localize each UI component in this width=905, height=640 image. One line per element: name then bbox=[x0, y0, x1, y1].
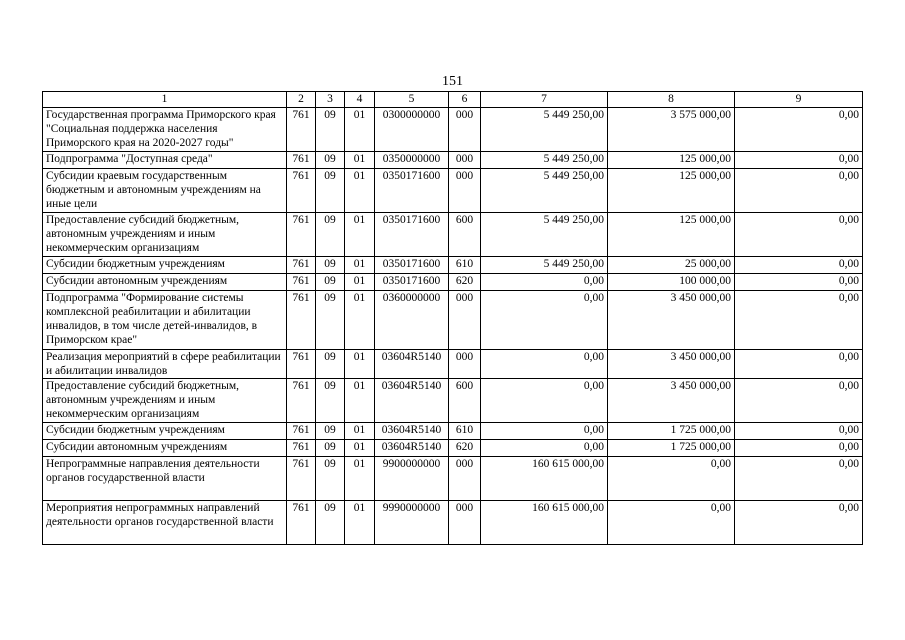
cell-amount-col9: 0,00 bbox=[735, 274, 863, 291]
column-header-9: 9 bbox=[735, 92, 863, 108]
cell-amount-col9: 0,00 bbox=[735, 350, 863, 379]
cell-col6: 000 bbox=[449, 501, 481, 545]
column-header-7: 7 bbox=[481, 92, 608, 108]
row-name: Непрограммные направления деятельности органов государственной власти bbox=[43, 457, 287, 501]
cell-amount-col7: 0,00 bbox=[481, 379, 608, 423]
cell-col3: 09 bbox=[316, 213, 345, 257]
cell-col3: 09 bbox=[316, 291, 345, 350]
cell-col2: 761 bbox=[287, 440, 316, 457]
cell-amount-col7: 0,00 bbox=[481, 350, 608, 379]
table-row bbox=[43, 108, 863, 152]
row-name: Субсидии автономным учреждениям bbox=[43, 440, 287, 457]
row-name: Мероприятия непрограммных направлений деятельности органов государственной власти bbox=[43, 501, 287, 545]
cell-col4: 01 bbox=[345, 213, 375, 257]
cell-col6: 000 bbox=[449, 108, 481, 152]
cell-col2: 761 bbox=[287, 457, 316, 501]
cell-amount-col8: 3 575 000,00 bbox=[608, 108, 735, 152]
cell-col2: 761 bbox=[287, 169, 316, 213]
cell-col4: 01 bbox=[345, 379, 375, 423]
table-row bbox=[43, 440, 863, 457]
cell-col4: 01 bbox=[345, 440, 375, 457]
cell-col5: 03604R5140 bbox=[375, 350, 449, 379]
column-header-4: 4 bbox=[345, 92, 375, 108]
cell-col5: 03604R5140 bbox=[375, 423, 449, 440]
cell-amount-col7: 160 615 000,00 bbox=[481, 501, 608, 545]
cell-col5: 0350171600 bbox=[375, 257, 449, 274]
cell-col4: 01 bbox=[345, 274, 375, 291]
cell-col5: 03604R5140 bbox=[375, 379, 449, 423]
cell-col4: 01 bbox=[345, 152, 375, 169]
cell-col4: 01 bbox=[345, 457, 375, 501]
cell-col6: 620 bbox=[449, 274, 481, 291]
table-row bbox=[43, 501, 863, 545]
cell-col4: 01 bbox=[345, 501, 375, 545]
column-header-5: 5 bbox=[375, 92, 449, 108]
cell-col2: 761 bbox=[287, 379, 316, 423]
cell-col4: 01 bbox=[345, 350, 375, 379]
cell-amount-col7: 0,00 bbox=[481, 423, 608, 440]
row-name: Субсидии бюджетным учреждениям bbox=[43, 257, 287, 274]
cell-col6: 620 bbox=[449, 440, 481, 457]
cell-col3: 09 bbox=[316, 501, 345, 545]
cell-amount-col9: 0,00 bbox=[735, 501, 863, 545]
table-header-row bbox=[43, 92, 863, 108]
budget-table bbox=[42, 91, 863, 545]
cell-amount-col7: 0,00 bbox=[481, 274, 608, 291]
cell-col4: 01 bbox=[345, 291, 375, 350]
cell-amount-col8: 1 725 000,00 bbox=[608, 423, 735, 440]
cell-amount-col7: 0,00 bbox=[481, 440, 608, 457]
table-row bbox=[43, 457, 863, 501]
cell-col5: 0350171600 bbox=[375, 213, 449, 257]
cell-amount-col8: 0,00 bbox=[608, 501, 735, 545]
cell-col2: 761 bbox=[287, 257, 316, 274]
cell-amount-col8: 1 725 000,00 bbox=[608, 440, 735, 457]
cell-col6: 000 bbox=[449, 350, 481, 379]
cell-amount-col7: 160 615 000,00 bbox=[481, 457, 608, 501]
cell-col5: 9900000000 bbox=[375, 457, 449, 501]
page-number: 151 bbox=[442, 74, 463, 89]
cell-amount-col9: 0,00 bbox=[735, 108, 863, 152]
cell-col3: 09 bbox=[316, 152, 345, 169]
cell-col4: 01 bbox=[345, 108, 375, 152]
cell-col3: 09 bbox=[316, 350, 345, 379]
cell-amount-col7: 5 449 250,00 bbox=[481, 108, 608, 152]
table-row bbox=[43, 350, 863, 379]
cell-col3: 09 bbox=[316, 274, 345, 291]
row-name: Реализация мероприятий в сфере реабилитации и абилитации инвалидов bbox=[43, 350, 287, 379]
row-name: Подпрограмма "Доступная среда" bbox=[43, 152, 287, 169]
cell-amount-col9: 0,00 bbox=[735, 213, 863, 257]
cell-amount-col9: 0,00 bbox=[735, 423, 863, 440]
cell-amount-col8: 125 000,00 bbox=[608, 152, 735, 169]
cell-col3: 09 bbox=[316, 457, 345, 501]
table-row bbox=[43, 291, 863, 350]
cell-col5: 0350171600 bbox=[375, 274, 449, 291]
row-name: Подпрограмма "Формирование системы комплексной реабилитации и абилитации инвалидов, в том числе детей-инвалидов, в Приморском крае" bbox=[43, 291, 287, 350]
cell-col2: 761 bbox=[287, 291, 316, 350]
cell-amount-col9: 0,00 bbox=[735, 257, 863, 274]
cell-amount-col9: 0,00 bbox=[735, 169, 863, 213]
column-header-1: 1 bbox=[43, 92, 287, 108]
cell-amount-col7: 5 449 250,00 bbox=[481, 169, 608, 213]
cell-amount-col8: 125 000,00 bbox=[608, 169, 735, 213]
cell-amount-col7: 5 449 250,00 bbox=[481, 257, 608, 274]
cell-amount-col8: 3 450 000,00 bbox=[608, 379, 735, 423]
table-row bbox=[43, 152, 863, 169]
column-header-8: 8 bbox=[608, 92, 735, 108]
cell-amount-col8: 0,00 bbox=[608, 457, 735, 501]
cell-col6: 000 bbox=[449, 169, 481, 213]
cell-amount-col9: 0,00 bbox=[735, 379, 863, 423]
cell-amount-col7: 5 449 250,00 bbox=[481, 152, 608, 169]
cell-col3: 09 bbox=[316, 379, 345, 423]
column-header-6: 6 bbox=[449, 92, 481, 108]
cell-col3: 09 bbox=[316, 257, 345, 274]
cell-col3: 09 bbox=[316, 108, 345, 152]
cell-col4: 01 bbox=[345, 257, 375, 274]
row-name: Субсидии краевым государственным бюджетным и автономным учреждениям на иные цели bbox=[43, 169, 287, 213]
cell-col5: 03604R5140 bbox=[375, 440, 449, 457]
cell-col6: 610 bbox=[449, 423, 481, 440]
cell-col5: 0350171600 bbox=[375, 169, 449, 213]
cell-amount-col8: 25 000,00 bbox=[608, 257, 735, 274]
table-row bbox=[43, 423, 863, 440]
cell-col4: 01 bbox=[345, 169, 375, 213]
table-row bbox=[43, 213, 863, 257]
cell-amount-col8: 125 000,00 bbox=[608, 213, 735, 257]
row-name: Предоставление субсидий бюджетным, автономным учреждениям и иным некоммерческим организациям bbox=[43, 213, 287, 257]
column-header-2: 2 bbox=[287, 92, 316, 108]
cell-col6: 610 bbox=[449, 257, 481, 274]
cell-amount-col9: 0,00 bbox=[735, 440, 863, 457]
cell-col3: 09 bbox=[316, 440, 345, 457]
table-body bbox=[43, 108, 863, 545]
cell-col2: 761 bbox=[287, 213, 316, 257]
cell-col6: 000 bbox=[449, 152, 481, 169]
cell-col2: 761 bbox=[287, 501, 316, 545]
cell-col2: 761 bbox=[287, 423, 316, 440]
table-row bbox=[43, 169, 863, 213]
cell-amount-col8: 100 000,00 bbox=[608, 274, 735, 291]
cell-col4: 01 bbox=[345, 423, 375, 440]
cell-col5: 0350000000 bbox=[375, 152, 449, 169]
cell-col6: 000 bbox=[449, 291, 481, 350]
cell-amount-col7: 5 449 250,00 bbox=[481, 213, 608, 257]
cell-col5: 0300000000 bbox=[375, 108, 449, 152]
cell-amount-col8: 3 450 000,00 bbox=[608, 350, 735, 379]
cell-col2: 761 bbox=[287, 274, 316, 291]
column-header-3: 3 bbox=[316, 92, 345, 108]
row-name: Субсидии автономным учреждениям bbox=[43, 274, 287, 291]
cell-col2: 761 bbox=[287, 108, 316, 152]
row-name: Субсидии бюджетным учреждениям bbox=[43, 423, 287, 440]
cell-amount-col9: 0,00 bbox=[735, 291, 863, 350]
cell-col3: 09 bbox=[316, 423, 345, 440]
cell-amount-col9: 0,00 bbox=[735, 457, 863, 501]
cell-col5: 0360000000 bbox=[375, 291, 449, 350]
cell-col5: 9990000000 bbox=[375, 501, 449, 545]
table-row bbox=[43, 257, 863, 274]
cell-amount-col8: 3 450 000,00 bbox=[608, 291, 735, 350]
row-name: Государственная программа Приморского края "Социальная поддержка населения Приморского края на 2020-2027 годы" bbox=[43, 108, 287, 152]
cell-col6: 000 bbox=[449, 457, 481, 501]
cell-col6: 600 bbox=[449, 379, 481, 423]
table-row bbox=[43, 379, 863, 423]
row-name: Предоставление субсидий бюджетным, автономным учреждениям и иным некоммерческим организациям bbox=[43, 379, 287, 423]
cell-amount-col9: 0,00 bbox=[735, 152, 863, 169]
cell-col3: 09 bbox=[316, 169, 345, 213]
cell-col2: 761 bbox=[287, 152, 316, 169]
table-row bbox=[43, 274, 863, 291]
cell-col2: 761 bbox=[287, 350, 316, 379]
cell-amount-col7: 0,00 bbox=[481, 291, 608, 350]
cell-col6: 600 bbox=[449, 213, 481, 257]
